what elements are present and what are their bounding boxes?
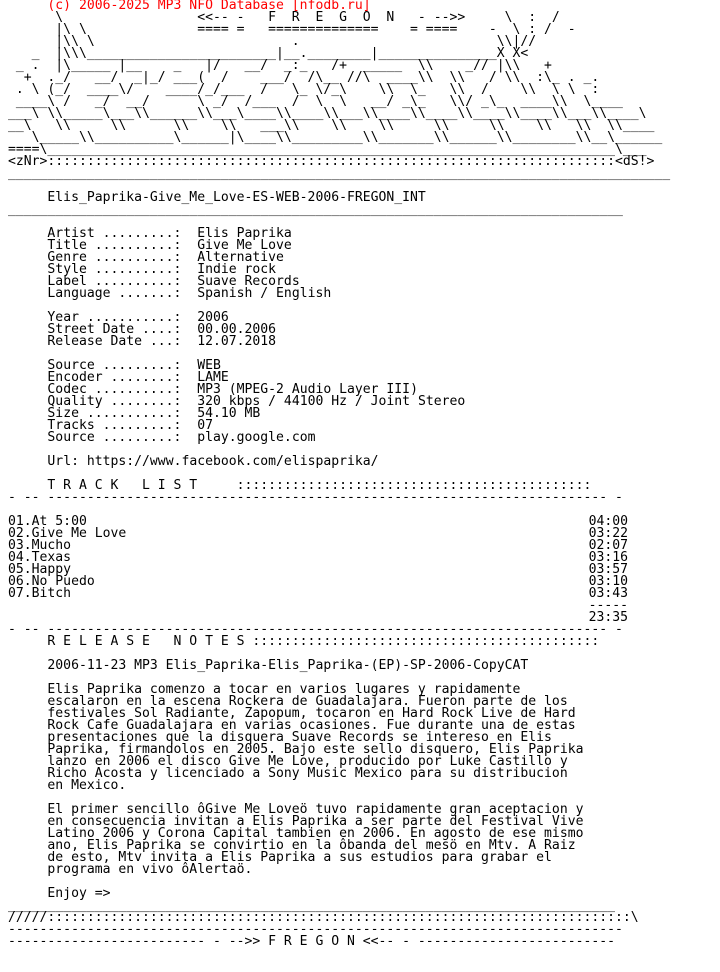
track-name: 01.At 5:00: [8, 514, 87, 529]
notes-line: en Mexico.: [8, 778, 127, 793]
footer-rule-3: ------------------------------------------------------------------------------: [8, 922, 623, 937]
total-time: 23:35: [588, 610, 628, 625]
tracklist-divider: - -- ----------------------------------------------------------------------- -: [8, 490, 623, 505]
info-label: Label ..........: Suave Records: [47, 274, 300, 289]
notes-line: lanzo en 2006 el disco Give Me Love, producido por Luke Castillo y: [8, 754, 568, 769]
info-artist: Artist .........: Elis Paprika: [47, 226, 292, 241]
info-source: Source .........: WEB: [47, 358, 221, 373]
notes-line: Paprika, firmandolos en 2005. Bajo este sello disquero, Elis Paprika: [8, 742, 584, 757]
track-time: 03:22: [588, 526, 628, 541]
notes-line: ano, Elis Paprika se convirtio en la ôbanda del mesö en Mtv. A Raiz: [8, 838, 576, 853]
release-notes-heading: R E L E A S E N O T E S ::::::::::::::::::::::::::::::::::::::::::::: [8, 634, 600, 649]
track-time: 04:00: [588, 514, 628, 529]
track-sum-rule: -----: [588, 598, 628, 613]
divider-rule: ______________________________________________________________________________: [8, 202, 623, 217]
info-year: Year ...........: 2006: [47, 310, 229, 325]
track-row: [8, 564, 628, 576]
fregon-signature: ------------------------- - -->> F R E G O N <<-- - -------------------------: [8, 934, 615, 949]
notes-line: El primer sencillo ôGive Me Loveö tuvo rapidamente gran aceptacion y: [8, 802, 584, 817]
notes-divider: - -- ----------------------------------------------------------------------- -: [8, 622, 623, 637]
info-street-date: Street Date ....: 00.00.2006: [47, 322, 277, 337]
release-name: Elis_Paprika-Give_Me_Love-ES-WEB-2006-FREGON_INT: [8, 190, 426, 205]
title-value: Give Me Love: [197, 238, 292, 253]
info-genre: Genre ..........: Alternative: [47, 250, 284, 265]
source2-value: play.google.com: [197, 430, 316, 445]
info-tracks: Tracks .........: 07: [47, 418, 213, 433]
info-release-date: Release Date ...: 12.07.2018: [47, 334, 277, 349]
notes-reference: 2006-11-23 MP3 Elis_Paprika-Elis_Paprika-(EP)-SP-2006-CopyCAT: [8, 658, 529, 673]
artist-value: Elis Paprika: [197, 226, 292, 241]
enjoy-text: Enjoy =>: [8, 886, 111, 901]
notes-line: programa en vivo ôAlertaö.: [8, 862, 253, 877]
style-value: Indie rock: [197, 262, 277, 277]
notes-paragraph-2: [8, 804, 670, 876]
notes-line: Rock Cafe Guadalajara en varias ocasiones. Fue durante una de estas: [8, 718, 576, 733]
notes-line: Elis Paprika comenzo a tocar en varios lugares y rapidamente: [8, 682, 521, 697]
label-value: Suave Records: [197, 274, 300, 289]
track-row: [8, 576, 628, 588]
notes-line: de esto, Mtv invita a Elis Paprika a sus estudios para grabar el: [8, 850, 552, 865]
encoder-value: LAME: [197, 370, 229, 385]
genre-value: Alternative: [197, 250, 284, 265]
tracks-value: 07: [197, 418, 213, 433]
info-codec: Codec ..........: MP3 (MPEG-2 Audio Layer III): [47, 382, 418, 397]
nfodb-banner: (c) 2006-2025 MP3 NFO Database [nfodb.ru]: [8, 0, 371, 13]
notes-line: en consecuencia invitan a Elis Paprika a ser parte del Festival Vive: [8, 814, 584, 829]
quality-value: 320 kbps / 44100 Hz / Joint Stereo: [197, 394, 466, 409]
info-title: Title ..........: Give Me Love: [47, 238, 292, 253]
year-value: 2006: [197, 310, 229, 325]
notes-line: escalaron en la escena Rockera de Guadalajara. Fueron parte de los: [8, 694, 568, 709]
info-source2: Source .........: play.google.com: [47, 430, 316, 445]
fregon-ascii-logo: \ <<-- - F R E G O N - -->> \ : / |\ \ ==== = ============== = ==== - \ : / - |\\ \ . \\|// _ |\\\________________________|__.________|_______________X X< _ . |\_____ |__ _ |/ __/ _:_ /+ _____ \\ _// |\\ + + ._/ __/ _|_/ ___( / ___/ /\__ //\ ____\\ \\ / \\ :\_ . _. . \ (_/ ____\/ ____/_/___ / \_ \/_\ \\ \_ \\ / \\ \ \ : ____\ / _/ __/ \ _/ /___ / \ \ __/ _\_ \\/ _\_ ____\\ \____ ___\ \\_____\___\\______\\___\____\\____\\___\\____\\____\\____\\____\\___\\____\ __\ \\ \\ \\ \\ ___\\ \\ \\ \\ \\ \\ \\ \\____ \_____\\__________\______|\____\\_________\\_______\\______\\________\\__\______ ====\________________________________________________________________________\___ <zNr>::::::::::::::::::::::::::::::::::::::::::::::::::::::::::::::::::::::::<dS!> ____________________________________________________________________________________: [8, 10, 671, 181]
track-name: 05.Happy: [8, 562, 72, 577]
footer-rule-1: _____________________________________________________________________________: [8, 898, 615, 913]
url-link[interactable]: https://www.facebook.com/elispaprika/: [86, 454, 379, 469]
notes-line: Latino 2006 y Corona Capital tambien en 2006. En agosto de ese mismo: [8, 826, 584, 841]
footer-rule-2: /////::::::::::::::::::::::::::::::::::::::::::::::::::::::::::::::::::::::::::\: [8, 910, 639, 925]
track-time: 03:10: [588, 574, 628, 589]
track-name: 04.Texas: [8, 550, 72, 565]
track-row: [8, 528, 628, 540]
track-name: 02.Give Me Love: [8, 526, 127, 541]
notes-line: Richo Acosta y licenciado a Sony Music Mexico para su distribucion: [8, 766, 568, 781]
source-value: WEB: [197, 358, 221, 373]
track-time: 02:07: [588, 538, 628, 553]
info-size: Size ...........: 54.10 MB: [47, 406, 261, 421]
codec-value: MP3 (MPEG-2 Audio Layer III): [197, 382, 418, 397]
track-name: 07.Bitch: [8, 586, 72, 601]
track-time: 03:43: [588, 586, 628, 601]
info-language: Language .......: Spanish / English: [47, 286, 332, 301]
track-name: 06.No Puedo: [8, 574, 95, 589]
size-value: 54.10 MB: [197, 406, 261, 421]
track-row: [8, 552, 628, 564]
tracklist-heading: T R A C K L I S T :::::::::::::::::::::::::::::::::::::::::::::: [8, 478, 592, 493]
info-style: Style ..........: Indie rock: [47, 262, 277, 277]
notes-line: festivales Sol Radiante, Zapopum, tocaron en Hard Rock Live de Hard: [8, 706, 576, 721]
info-quality: Quality ........: 320 kbps / 44100 Hz / Joint Stereo: [47, 394, 466, 409]
notes-line: presentaciones que la disquera Suave Records se intereso en Elis: [8, 730, 552, 745]
release-date-value: 12.07.2018: [197, 334, 277, 349]
street-date-value: 00.00.2006: [197, 322, 277, 337]
track-time: 03:57: [588, 562, 628, 577]
info-encoder: Encoder ........: LAME: [47, 370, 229, 385]
track-row: [8, 540, 628, 552]
notes-paragraph-1: [8, 684, 670, 792]
track-name: 03.Mucho: [8, 538, 72, 553]
language-value: Spanish / English: [197, 286, 332, 301]
info-url: Url: https://www.facebook.com/elispaprika/: [47, 454, 379, 469]
track-time: 03:16: [588, 550, 628, 565]
track-row: [8, 588, 628, 600]
track-list: [8, 516, 670, 600]
nfo-document: [8, 0, 670, 948]
